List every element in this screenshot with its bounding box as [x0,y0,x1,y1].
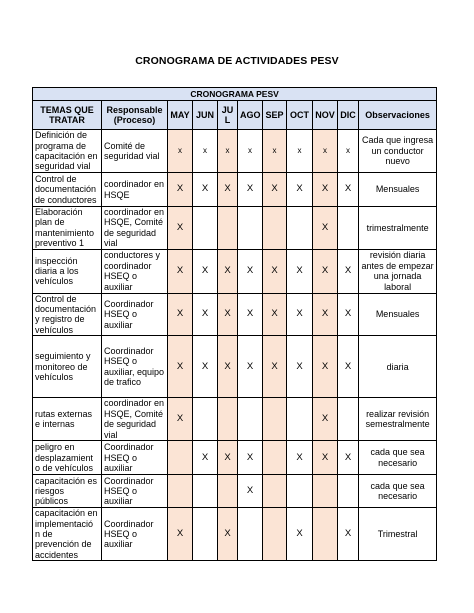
topic-cell: peligro en desplazamient o de vehículos [33,441,102,475]
month-mark-cell [263,475,287,508]
observations-cell: trimestralmente [359,207,437,250]
header-month-sep: SEP [263,101,287,130]
month-mark-cell: X [313,336,338,398]
responsible-cell: Coordinador HSEQ o auxiliar [102,441,168,475]
table-row [33,441,437,475]
responsible-cell: conductores y coordinador HSEQ o auxiliar [102,249,168,293]
month-mark-cell [168,441,193,475]
topic-cell: inspección diaria a los vehículos [33,249,102,293]
month-mark-cell: X [338,336,359,398]
month-mark-cell: X [218,249,238,293]
month-mark-cell [193,398,218,441]
month-mark-cell: X [287,173,313,207]
month-mark-cell [238,207,263,250]
month-mark-cell [287,207,313,250]
month-mark-cell: X [238,293,263,336]
month-mark-cell [193,508,218,561]
responsible-cell: coordinador en HSQE [102,173,168,207]
month-mark-cell [193,207,218,250]
table-header-row [33,101,437,130]
month-mark-cell [263,398,287,441]
month-mark-cell [218,475,238,508]
table-row [33,508,437,561]
table-row [33,249,437,293]
table-banner-row [33,88,437,101]
month-mark-cell [193,475,218,508]
month-mark-cell: X [263,249,287,293]
month-mark-cell [338,475,359,508]
month-mark-cell [238,508,263,561]
observations-cell: Mensuales [359,173,437,207]
month-mark-cell: X [263,336,287,398]
month-mark-cell [338,398,359,441]
responsible-cell: coordinador en HSQE, Comité de seguridad vial [102,398,168,441]
month-mark-cell: X [287,336,313,398]
month-mark-cell [313,508,338,561]
topic-cell: Definición de programa de capacitación en seguridad vial [33,130,102,173]
header-month-may: MAY [168,101,193,130]
month-mark-cell: X [287,508,313,561]
month-mark-cell: X [193,173,218,207]
month-mark-cell: X [218,441,238,475]
month-mark-cell: X [218,173,238,207]
month-mark-cell: X [238,475,263,508]
month-mark-cell: X [313,398,338,441]
month-mark-cell: x [168,130,193,173]
month-mark-cell: X [168,398,193,441]
table-row [33,398,437,441]
header-month-jul: JU L [218,101,238,130]
month-mark-cell: X [338,441,359,475]
month-mark-cell: X [193,249,218,293]
month-mark-cell [313,475,338,508]
month-mark-cell: X [313,441,338,475]
header-responsible: Responsable (Proceso) [102,101,168,130]
month-mark-cell: X [218,293,238,336]
responsible-cell: Comité de seguridad vial [102,130,168,173]
month-mark-cell: X [287,249,313,293]
responsible-cell: coordinador en HSQE, Comité de seguridad vial [102,207,168,250]
month-mark-cell [263,207,287,250]
observations-cell: Cada que ingresa un conductor nuevo [359,130,437,173]
month-mark-cell: X [313,173,338,207]
month-mark-cell: X [168,293,193,336]
responsible-cell: Coordinador HSEQ o auxiliar [102,508,168,561]
month-mark-cell: X [338,508,359,561]
month-mark-cell: X [338,293,359,336]
month-mark-cell: X [313,249,338,293]
month-mark-cell: x [238,130,263,173]
topic-cell: Elaboración plan de mantenimiento preventivo 1 [33,207,102,250]
responsible-cell: Coordinador HSEQ o auxiliar, equipo de trafico [102,336,168,398]
month-mark-cell: X [263,293,287,336]
header-month-oct: OCT [287,101,313,130]
header-observations: Observaciones [359,101,437,130]
topic-cell: rutas externas e internas [33,398,102,441]
month-mark-cell: X [287,293,313,336]
month-mark-cell [338,207,359,250]
topic-cell: capacitación en implementació n de prevención de accidentes [33,508,102,561]
month-mark-cell: X [168,207,193,250]
month-mark-cell: X [168,508,193,561]
header-month-dic: DIC [338,101,359,130]
table-row [33,293,437,336]
month-mark-cell [263,508,287,561]
month-mark-cell [218,207,238,250]
table-row [33,475,437,508]
observations-cell: revisión diaria antes de empezar una jornada laboral [359,249,437,293]
topic-cell: capacitación es riesgos públicos [33,475,102,508]
table-row [33,130,437,173]
responsible-cell: Coordinador HSEQ o auxiliar [102,475,168,508]
schedule-table [32,87,437,561]
header-month-nov: NOV [313,101,338,130]
responsible-cell: Coordinador HSEQ o auxiliar [102,293,168,336]
month-mark-cell: X [193,293,218,336]
header-month-jun: JUN [193,101,218,130]
month-mark-cell [287,475,313,508]
month-mark-cell: x [193,130,218,173]
month-mark-cell: X [287,441,313,475]
topic-cell: Control de documentación de conductores [33,173,102,207]
topic-cell: seguimiento y monitoreo de vehículos [33,336,102,398]
month-mark-cell: X [193,441,218,475]
month-mark-cell [263,441,287,475]
month-mark-cell [168,475,193,508]
month-mark-cell: X [168,173,193,207]
month-mark-cell: X [238,441,263,475]
month-mark-cell: X [338,249,359,293]
month-mark-cell [287,398,313,441]
month-mark-cell: X [218,336,238,398]
observations-cell: cada que sea necesario [359,475,437,508]
table-row [33,336,437,398]
table-banner: CRONOGRAMA PESV [33,88,437,101]
month-mark-cell: x [263,130,287,173]
topic-cell: Control de documentación y registro de vehículos [33,293,102,336]
observations-cell: Mensuales [359,293,437,336]
month-mark-cell: X [338,173,359,207]
month-mark-cell: X [168,336,193,398]
month-mark-cell [218,398,238,441]
header-topic: TEMAS QUE TRATAR [33,101,102,130]
month-mark-cell: X [238,249,263,293]
month-mark-cell: X [313,207,338,250]
document-title: CRONOGRAMA DE ACTIVIDADES PESV [135,55,339,67]
month-mark-cell: X [263,173,287,207]
observations-cell: diaria [359,336,437,398]
month-mark-cell: x [313,130,338,173]
month-mark-cell: X [313,293,338,336]
observations-cell: realizar revisión semestralmente [359,398,437,441]
table-row [33,207,437,250]
table-row [33,173,437,207]
month-mark-cell: x [338,130,359,173]
observations-cell: cada que sea necesario [359,441,437,475]
month-mark-cell: X [193,336,218,398]
month-mark-cell: x [218,130,238,173]
month-mark-cell: X [238,173,263,207]
month-mark-cell: X [238,336,263,398]
month-mark-cell: X [218,508,238,561]
observations-cell: Trimestral [359,508,437,561]
month-mark-cell: x [287,130,313,173]
month-mark-cell: X [168,249,193,293]
header-month-ago: AGO [238,101,263,130]
month-mark-cell [238,398,263,441]
